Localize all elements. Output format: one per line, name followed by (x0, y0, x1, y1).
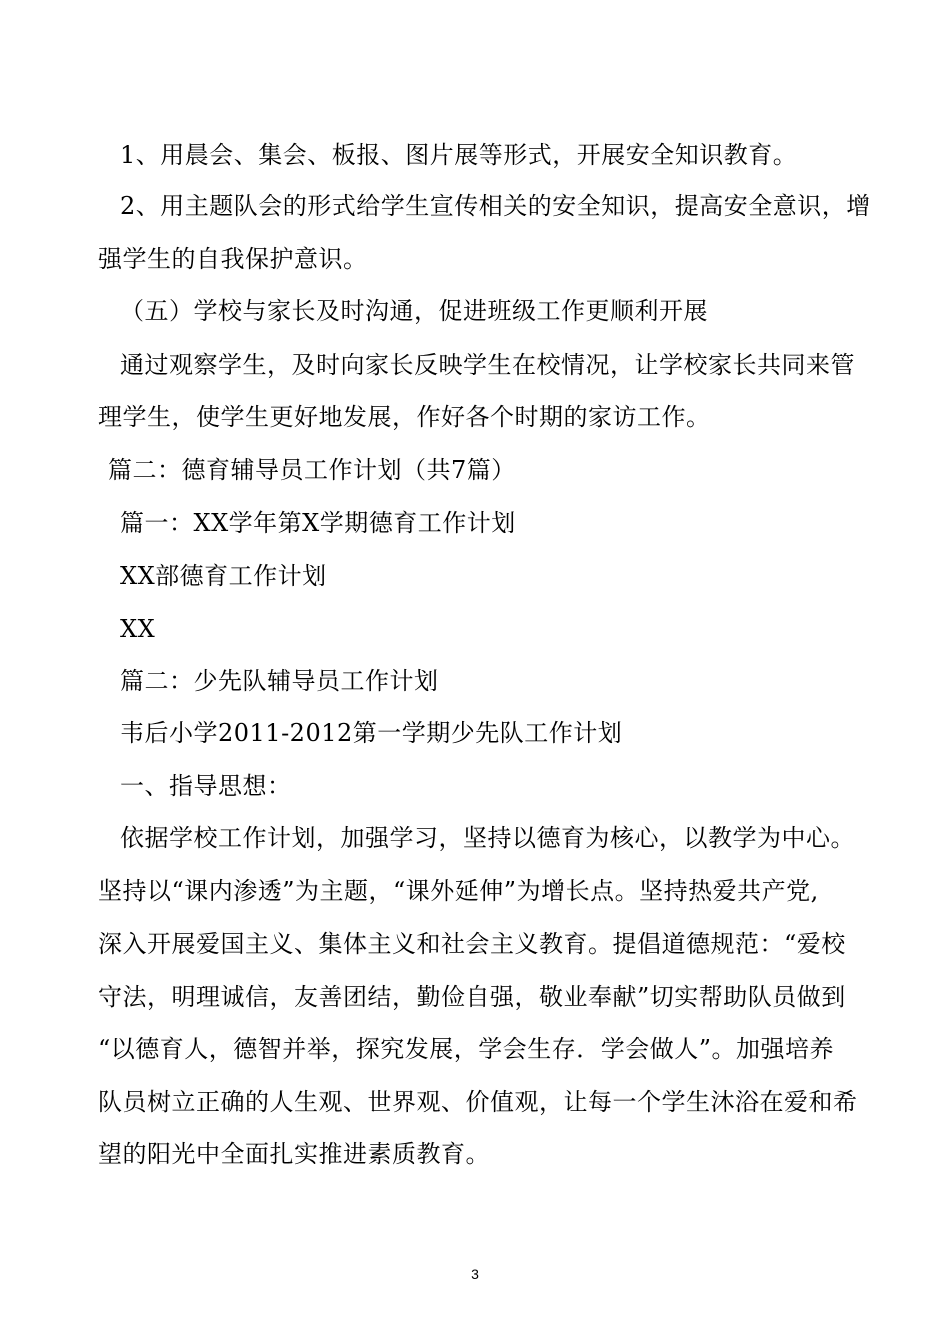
text-line: 通过观察学生，及时向家长反映学生在校情况，让学校家长共同来管 (120, 351, 855, 379)
section-heading: 一、指导思想： (120, 772, 292, 800)
text-line: 望的阳光中全面扎实推进素质教育。 (98, 1140, 490, 1168)
text-line: “以德育人，德智并举，探究发展，学会生存．学会做人”。加强培养 (98, 1035, 835, 1063)
text-line: 2、用主题队会的形式给学生宣传相关的安全知识，提高安全意识，增 (120, 192, 871, 220)
text-line: 韦后小学2011-2012第一学期少先队工作计划 (120, 719, 623, 747)
section-heading: （五）学校与家长及时沟通，促进班级工作更顺利开展 (120, 297, 708, 325)
text-line: XX部德育工作计划 (120, 562, 327, 590)
text-line: 依据学校工作计划，加强学习，坚持以德育为核心，以教学为中心。 (120, 824, 855, 852)
text-line: 理学生，使学生更好地发展，作好各个时期的家访工作。 (98, 403, 711, 431)
page-number: 3 (471, 1266, 479, 1282)
section-heading: 篇二：德育辅导员工作计划（共7篇） (108, 456, 516, 484)
section-heading: 篇一：XX学年第X学期德育工作计划 (120, 509, 516, 537)
text-line: XX (120, 615, 156, 643)
text-line: 深入开展爱国主义、集体主义和社会主义教育。提倡道德规范：“爱校 (98, 930, 846, 958)
text-line: 强学生的自我保护意识。 (98, 245, 368, 273)
text-line: 坚持以“课内渗透”为主题，“课外延伸”为增长点。坚持热爱共产党, (98, 877, 819, 905)
section-heading: 篇二：少先队辅导员工作计划 (120, 667, 439, 695)
text-line: 1、用晨会、集会、板报、图片展等形式，开展安全知识教育。 (120, 141, 798, 169)
text-line: 队员树立正确的人生观、世界观、价值观，让每一个学生沐浴在爱和希 (98, 1088, 858, 1116)
text-line: 守法，明理诚信，友善团结，勤俭自强，敬业奉献”切实帮助队员做到 (98, 983, 846, 1011)
